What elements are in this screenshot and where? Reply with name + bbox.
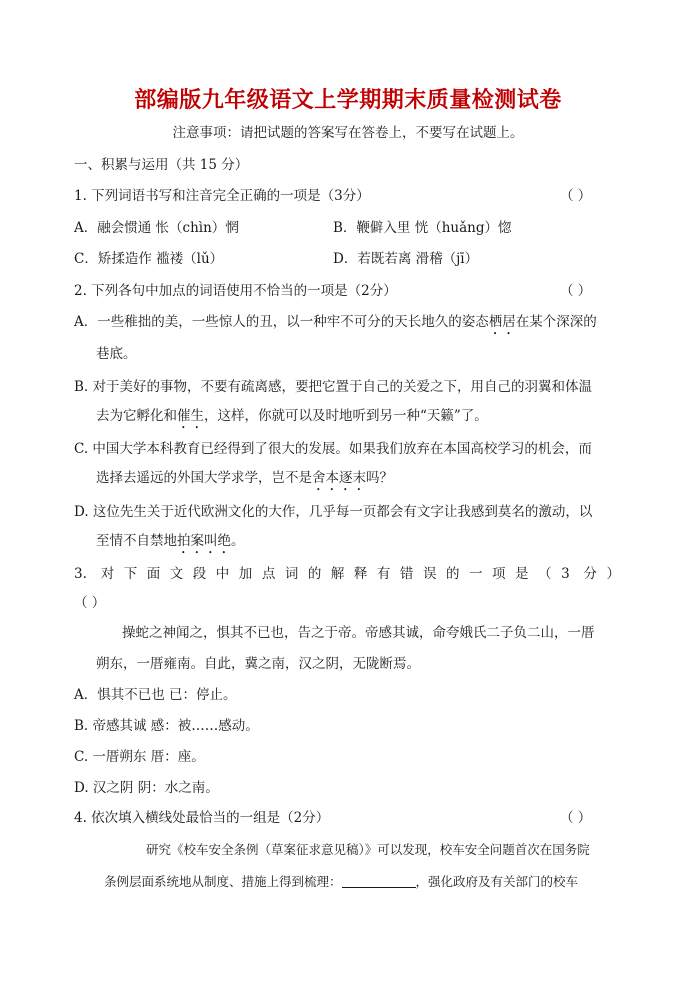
q1-answer-paren: （ ）	[560, 188, 592, 204]
q1-stem: 1. 下列词语书写和注音完全正确的一项是（3分）	[74, 188, 370, 204]
exam-title: 部编版九年级语文上学期期末质量检测试卷	[134, 88, 562, 113]
q2-option-b-line1: B. 对于美好的事物，不要有疏离感，要把它置于自己的关爱之下，用自己的羽翼和体温	[74, 379, 593, 395]
answer-blank[interactable]	[342, 873, 416, 888]
q4-answer-paren: （ ）	[560, 810, 592, 826]
q2-b2-pre: 去为它孵化和	[96, 408, 177, 424]
q3-answer-paren: （ ）	[74, 595, 106, 611]
q4-passage-line2	[104, 872, 578, 892]
q3-stem: 3. 对下面文段中加点词的解释有错误的一项是（3 分）	[74, 566, 620, 582]
q2-a1-post: 在某个深深的	[515, 314, 597, 330]
q2-a1-pre: A．一些稚拙的美，一些惊人的丑，以一种牢不可分的天长地久的姿态	[74, 314, 489, 330]
q4-passage-line1: 研究《校车安全条例（草案征求意见稿）》可以发现，校车安全问题首次在国务院	[146, 842, 590, 857]
q2-d2-post: 。	[231, 533, 245, 549]
q3-option-a: A．惧其不已也 已：停止。	[74, 687, 237, 703]
q2-option-a-line2: 巷底。	[96, 346, 137, 362]
q2-b2-post: ，这样，你就可以及时地听到另一种“天籁”了。	[204, 408, 488, 424]
q2-b2-dotted: 催生	[177, 408, 204, 424]
q4-stem: 4. 依次填入横线处最恰当的一组是（2分）	[74, 810, 330, 826]
q3-option-c: C. 一厝朔东 厝：座。	[74, 749, 205, 765]
q2-d2-pre: 至情不自禁地	[96, 533, 177, 549]
q3-passage-line2: 朔东，一厝雍南。自此，冀之南，汉之阴，无陇断焉。	[96, 656, 420, 672]
q2-option-c-line1: C. 中国大学本科教育已经得到了很大的发展。如果我们放弃在本国高校学习的机会，而	[74, 441, 592, 457]
q1-option-c: C．矫揉造作 褴褛（lǔ）	[74, 251, 224, 267]
q2-d2-dotted: 拍案叫绝	[177, 533, 231, 549]
q2-stem: 2. 下列各句中加点的词语使用不恰当的一项是（2分）	[74, 283, 397, 299]
q2-option-d-line2	[96, 531, 245, 557]
q2-c2-dotted: 舍本逐末	[312, 470, 366, 486]
notice: 注意事项：请把试题的答案写在答卷上，不要写在试题上。	[172, 125, 524, 141]
section-heading: 一、积累与运用（共 15 分）	[74, 157, 249, 173]
q2-a1-dotted: 栖居	[488, 314, 516, 330]
q2-option-d-line1: D. 这位先生关于近代欧洲文化的大作，几乎每一页都会有文字让我感到莫名的激动，以	[74, 504, 593, 520]
q1-option-b: B．鞭僻入里 恍（huǎng）惚	[333, 220, 512, 236]
q3-passage-line1: 操蛇之神闻之，惧其不已也，告之于帝。帝感其诚，命夸娥氏二子负二山，一厝	[122, 625, 595, 641]
q3-option-b: B. 帝感其诚 感：被……感动。	[74, 718, 259, 734]
q2-answer-paren: （ ）	[560, 283, 592, 299]
q4-p2-pre: 条例层面系统地从制度、措施上得到梳理：	[104, 874, 342, 889]
q1-option-a: A．融会惯通 怅（chı̀n）惘	[74, 220, 239, 236]
q2-c2-pre: 选择去遥远的外国大学求学，岂不是	[96, 470, 312, 486]
q2-option-a-line1	[74, 312, 597, 338]
q4-p2-post: ，强化政府及有关部门的校车	[415, 874, 579, 889]
q2-c2-post: 吗？	[366, 470, 393, 486]
q1-option-d: D．若既若离 滑稽（jī）	[333, 251, 479, 267]
q2-option-b-line2	[96, 406, 488, 432]
q2-option-c-line2	[96, 468, 393, 494]
q3-option-d: D. 汉之阴 阴：水之南。	[74, 780, 219, 796]
